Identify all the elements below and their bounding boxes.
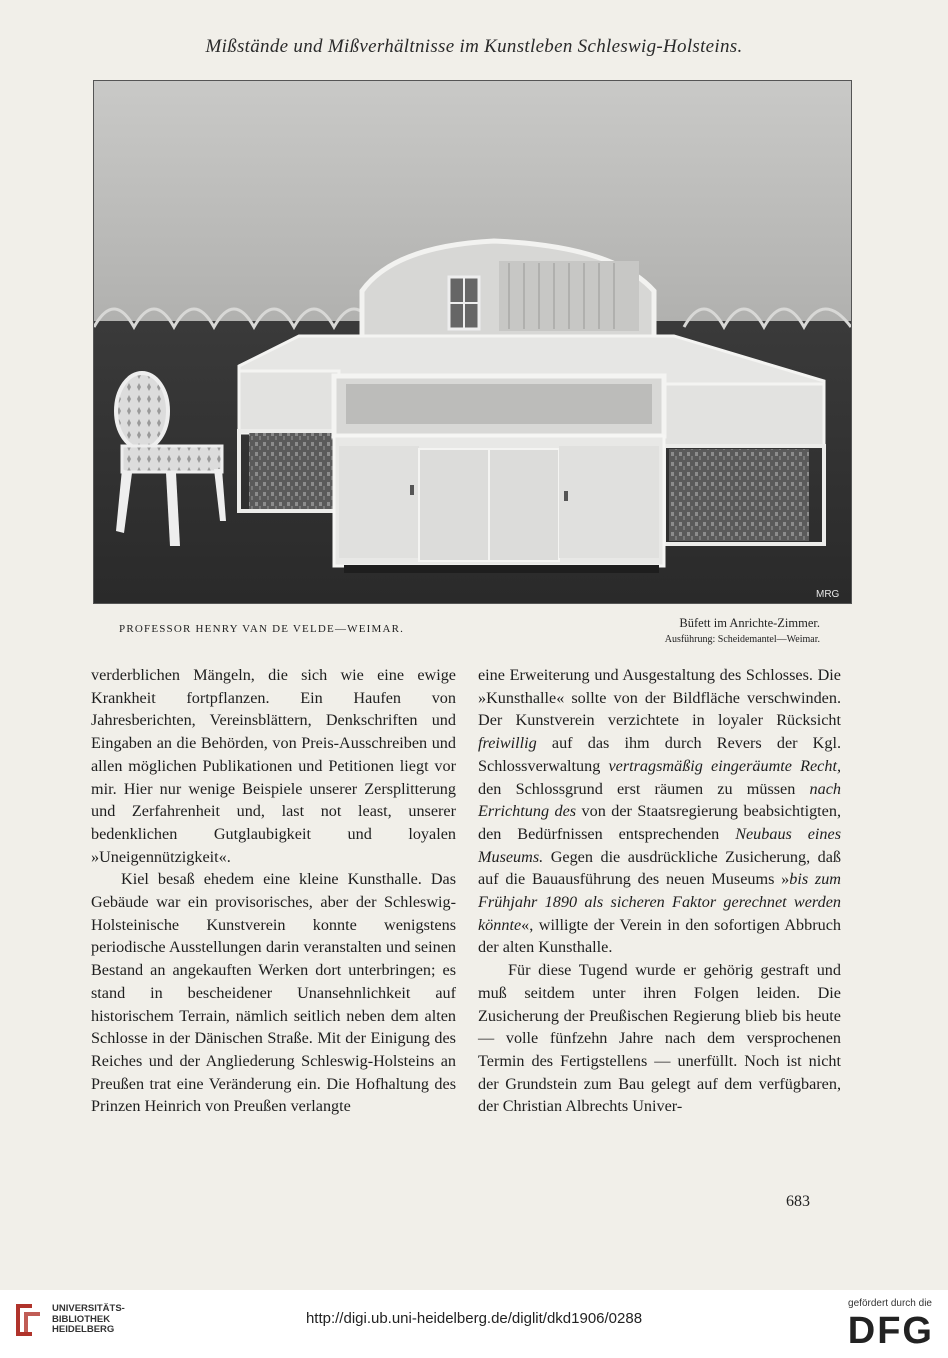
running-head: Mißstände und Mißverhältnisse im Kunstleben Schleswig-Holsteins.: [205, 36, 743, 57]
plate-monogram: MRG: [816, 589, 840, 600]
right-paragraph-1: eine Erweiterung und Ausgestaltung des Schlosses. Die »Kunsthalle« sollte von der Bildfläche verschwinden. Der Kunstverein verzichtete in loyaler Rücksicht freiwillig auf das ihm durch Revers der Kgl. Schlossverwaltung vertragsmäßig eingeräumte Recht, den Schlossgrund erst räumen zu müssen nach Errichtung des von der Staatsregierung beabsichtigten, den Bedürfnissen entsprechenden Neubaus eines Museums. Gegen die ausdrückliche Zusicherung, daß auf die Bauausführung des neuen Museums »bis zum Frühjahr 1890 als sicheren Faktor gerechnet werden könnte«, willigte der Verein in den sofortigen Abbruch der alten Kunsthalle.: [478, 666, 842, 957]
footer-bar: [0, 1290, 948, 1358]
dfg-logo: DFG: [847, 1310, 934, 1352]
left-paragraph-2: Kiel besaß ehedem eine kleine Kunsthalle. Das Gebäude war ein provisorisches, aber der Schleswig-Holsteinische Kunstverein konnte wenigstens periodische Ausstellungen darin veranstalten und seinen Bestand an angekauften Werken dort unterbringen; es stand in bescheidener Unansehnlichkeit auf historischem Terrain, nämlich seitlich neben dem alten Schlosse in der Dänischen Straße. Mit der Einigung des Reiches und der Angliederung Schleswig-Holsteins an Preußen trat eine Veränderung ein. Die Hofhaltung des Prinzen Heinrich von Preußen verlangte: [91, 870, 456, 1116]
source-url[interactable]: http://digi.ub.uni-heidelberg.de/diglit/dkd1906/0288: [305, 1310, 643, 1327]
page-number: 683: [786, 1193, 810, 1210]
right-paragraph-2: Für diese Tugend wurde er gehörig gestraft und muß seitdem unter ihren Folgen leiden. Die Zusicherung der Preußischen Regierung blieb bis heute — volle fünfzehn Jahre nach dem versprochenen Termin des Fertigstellens — unerfüllt. Noch ist nicht der Grundstein zum Bau gelegt auf dem verfügbaren, der Christian Albrechts Univer-: [478, 961, 841, 1116]
funding-label: gefördert durch die: [848, 1298, 932, 1309]
right-column: [478, 664, 841, 1118]
buffet-photograph: [94, 81, 851, 603]
caption-artist: PROFESSOR HENRY VAN DE VELDE—WEIMAR.: [119, 623, 405, 635]
left-paragraph-1: verderblichen Mängeln, die sich wie eine ewige Krankheit fortpflanzen. Ein Haufen von Jahresberichten, Vereinsblättern, Denkschriften und Eingaben an die Behörden, von Preis-Ausschreiben und allen möglichen Publikationen und Petitionen liegt vor mir. Hier nur wenige Beispiele unserer Zersplitterung und Zerfahrenheit und, last not least, unserer bedenklichen Gutglaubigkeit und loyalen »Uneigennützigkeit«.: [91, 666, 456, 866]
caption-title-block: [665, 616, 820, 645]
photo-plate: [93, 80, 852, 604]
caption-credit: Ausführung: Scheidemantel—Weimar.: [664, 634, 820, 645]
library-name: UNIVERSITÄTS- BIBLIOTHEK HEIDELBERG: [52, 1303, 125, 1335]
left-column: [91, 664, 456, 1118]
caption-title: Büfett im Anrichte-Zimmer.: [679, 616, 820, 630]
